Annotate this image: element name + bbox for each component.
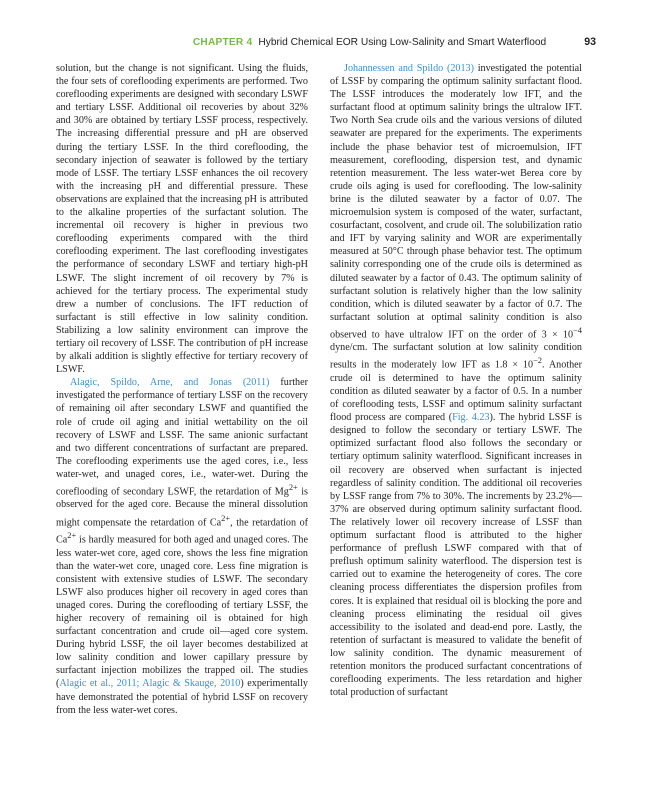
superscript-exponent: −2 [533, 355, 542, 366]
figure-reference[interactable]: Fig. 4.23 [452, 412, 490, 424]
text-span: is hardly measured for both aged and unaged cores. The less water-wet core, aged core, shows the less fine migration than the water-wet core, unaged core. Less fine migration is consistent with extensive studies of LSWF. The secondary LSWF also produces higher oil recovery in aged cores than unaged cores. During the coreflooding of tertiary LSSF, the higher recovery of remaining oil is obtained for high surfactant concentration and crude oil—aged core system. During hybrid LSSF, the oil layer becomes destabilized at low salinity condition and lower capillary pressure by surfactant injection mobilizes the trapped oil. The studies ( [56, 534, 308, 690]
right-column [330, 62, 582, 699]
text-span: ) experimentally have demonstrated the potential of hybrid LSSF on recovery from the less water-wet cores. [56, 678, 308, 716]
superscript-exponent: −4 [573, 324, 582, 335]
running-head [52, 36, 596, 50]
text-span: investigated the potential of LSSF by comparing the optimum salinity surfactant flood. The LSSF introduces the moderately low IFT, and the surfactant flood at optimum salinity brings the ultralow IFT. Two North Sea crude oils and the various versions of diluted seawater are prepared for the experiments. The experiments include the phase behavior test of microemulsion, IFT measurement, coreflooding, dispersion test, and dynamic retention measurement. The less water-wet Berea core by crude oils aging is used for coreflooding. The low-salinity brine is the diluted seawater by a factor of 0.07. The microemulsion system is composed of the water, surfactant, cosurfactant, cosolvent, and crude oil. The solubilization ratio and IFT by varying salinity and WOR are experimentally measured at 50°C through phase behavior test. The optimum salinity corresponding one of the crude oils is determined as diluted seawater by a factor of 0.43. The optimum salinity of surfactant solution is relatively higher than the low salinity condition, which is diluted seawater by a factor of 0.7. The surfactant solution at optimal salinity condition is also observed to have ultralow IFT on the order of 3 × 10 [330, 63, 582, 341]
left-column [56, 62, 308, 717]
paragraph-alagic [56, 376, 308, 716]
text-span: dyne/cm. The surfactant solution at low salinity condition results in the moderately low IFT as 1.8 × 10 [330, 342, 582, 371]
citation-alagic-skauge[interactable]: Alagic et al., 2011; Alagic & Skauge, 2010 [59, 678, 241, 690]
text-span: further investigated the performance of tertiary LSSF on the recovery of remaining oil after secondary LSWF and quantified the role of crude oil aging and initial wettability on the oil recovery of LSWF and LSSF. The same anionic surfactant and two different concentrations of surfactant are prepared. The coreflooding experiments use the aged cores, i.e., less water-wet, and unaged cores, i.e., water-wet. During the coreflooding of secondary LSWF, the retardation of Mg [56, 377, 308, 498]
page-number: 93 [584, 36, 596, 48]
text-span: , the retardation of Ca [56, 516, 308, 546]
text-span: is observed for the aged core. Because the mineral dissolution might compensate the retardation of Ca [56, 486, 308, 528]
paragraph-johannessen [330, 62, 582, 699]
citation-alagic-2011[interactable]: Alagic, Spildo, Arne, and Jonas (2011) [70, 377, 270, 389]
chapter-label: CHAPTER 4 [192, 37, 253, 48]
text-span: . Another crude oil is determined to have the optimum salinity condition as diluted seawater by a factor of 0.5. In a number of coreflooding tests, LSSF and optimum salinity surfactant flood process are compared ( [330, 359, 583, 424]
superscript-ca: 2+ [221, 512, 231, 523]
chapter-title: Hybrid Chemical EOR Using Low-Salinity and Smart Waterflood [258, 37, 547, 48]
superscript-mg: 2+ [288, 482, 298, 492]
text-span: ). The hybrid LSSF is designed to follow the secondary or tertiary LSWF. The optimized surfactant flood also follows the secondary or tertiary optimum salinity waterflood. Significant increases in oil recovery are observed when surfactant is injected regardless of salinity condition. The additional oil recoveries by LSSF range from 7% to 30%. The increments by 23.2%—37% are observed during optimum salinity surfactant flood. The relatively lower oil recovery increase of LSSF than optimum surfactant flood is attributed to the higher performance of preflush LSWF compared with that of preflush optimum salinity waterflood. The dispersion test is carried out to examine the heterogeneity of cores. The core cleaning process differentiates the dispersion profiles from cores. It is explained that residual oil is blocking the pore and cleaning process eliminating the residual oil gives accessibility to the isolated and dead-end pore. Lastly, the retention of surfactant is measured to validate the benefit of low salinity condition. The dynamic measurement of retention monitors the produced surfactant concentrations of coreflooding experiments. The less retardation and higher total production of surfactant [330, 412, 582, 699]
citation-johannessen-2013[interactable]: Johannessen and Spildo (2013) [344, 63, 474, 74]
superscript-ca: 2+ [67, 530, 77, 541]
paragraph-continued: solution, but the change is not significant. Using the fluids, the four sets of coreflooding experiments are performed. Two coreflooding experiments are designed with secondary LSWF and tertiary LSSF. Additional oil recoveries by about 32% and 30% are obtained by tertiary LSSF process, respectively. The increasing differential pressure and pH are observed during the tertiary LSSF. In the third coreflooding, the secondary injection of seawater is followed by the tertiary mode of LSSF. The tertiary LSSF enhances the oil recovery with the increasing pH and differential pressure. These observations are explained that the increasing pH is attributed to the alkaline properties of the surfactant solution. The incremental oil recovery is higher in previous two coreflooding experiments compared with the third coreflooding experiment. The last coreflooding investigates the performance of secondary LSWF and tertiary high-pH LSWF. The slight increment of oil recovery by 7% is achieved for the tertiary process. The experimental study drew a number of conclusions. The IFT reduction of surfactant is still effective in low salinity condition. Stabilizing a low salinity environment can improve the tertiary oil recovery of LSSF. The contribution of pH increase by alkali addition is slightly effective for tertiary recovery of LSWF. [56, 63, 308, 376]
